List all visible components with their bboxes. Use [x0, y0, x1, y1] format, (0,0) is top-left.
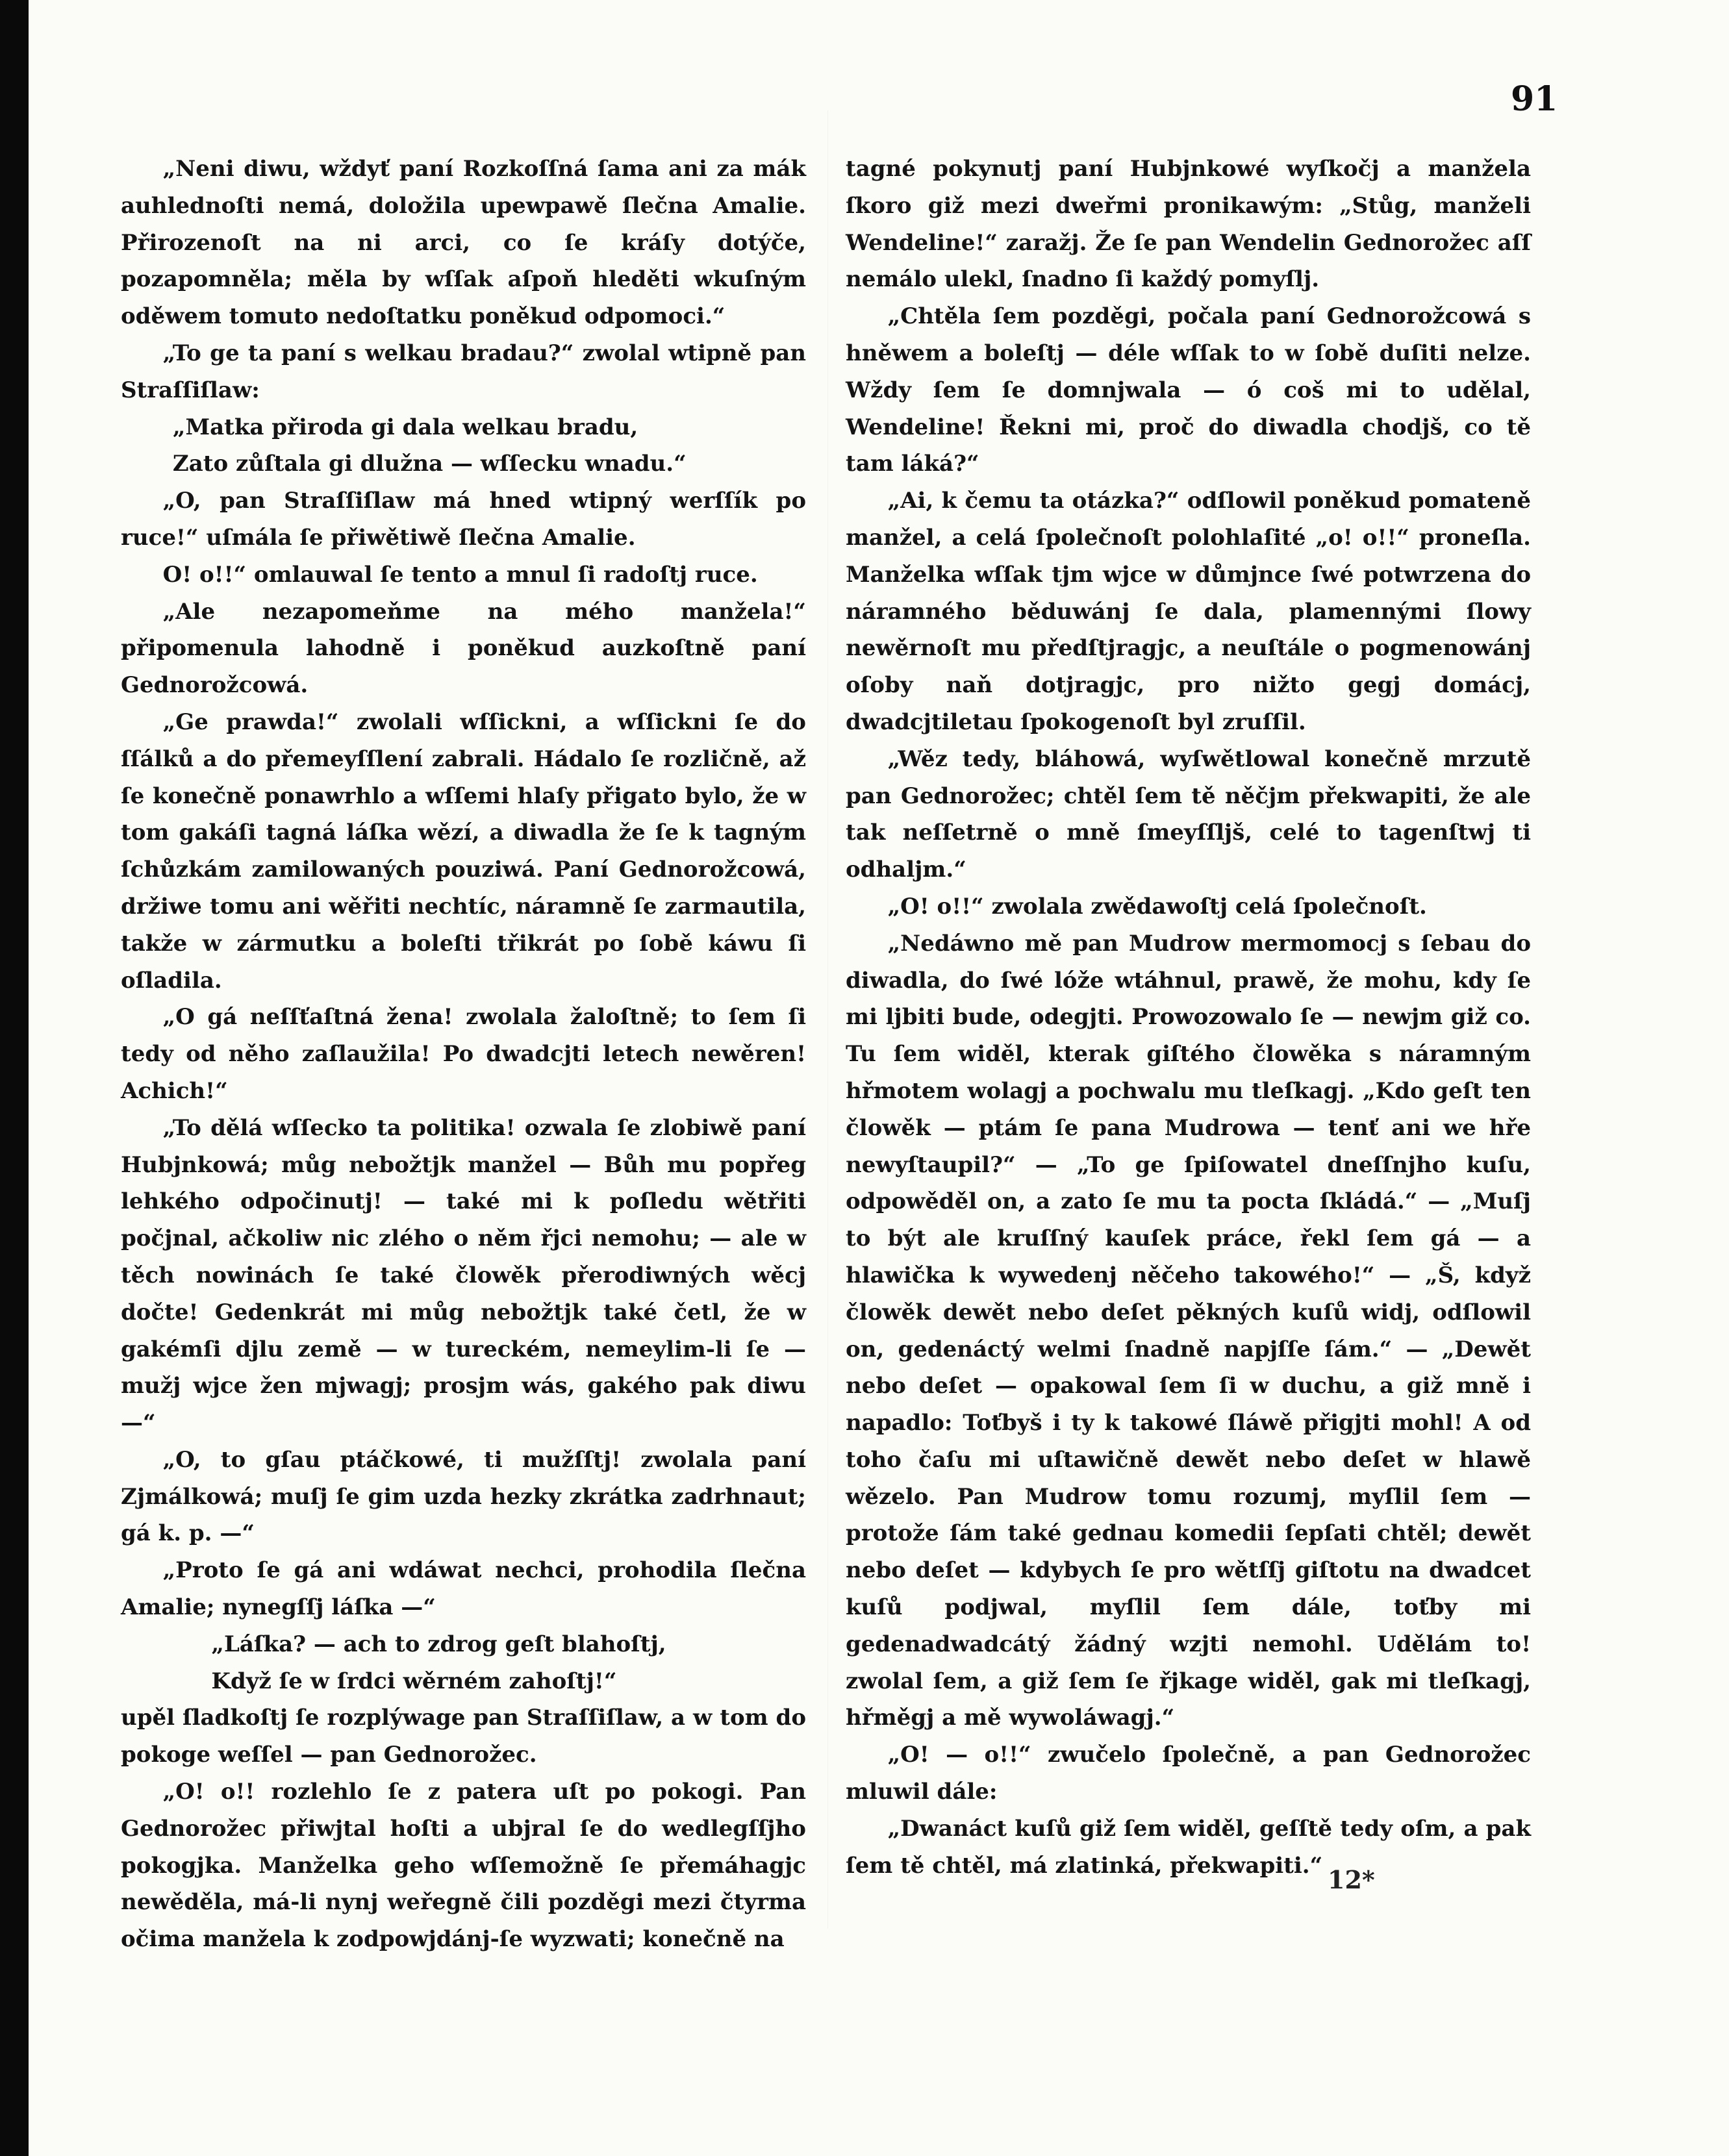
- paragraph: „Wěz tedy, bláhowá, wyſwětlowal konečně mrzutě pan Gednorožec; chtěl ſem tě něčjm překwapiti, že ale tak neſſetrně o mně ſmeyſſljš, celé to tagenſtwj ti odhaljm.“: [846, 746, 1531, 883]
- verse-line: „Matka přiroda gi dala welkau bradu,: [172, 414, 638, 440]
- paragraph: „O gá neſſťaſtná žena! zwolala žaloſtně; to ſem ſi tedy od něho zaſlaužila! Po dwadcjti letech newěren! Achich!“: [121, 1004, 806, 1104]
- right-text-column: [846, 151, 1531, 1884]
- paragraph: „O! o!! rozlehlo ſe z patera uſt po pokogi. Pan Gednorožec přiwjtal hoſti a ubjral ſe do wedlegſſjho pokogjka. Manželka geho wſſemožně ſe přemáhagjc newěděla, má-li nynj weřegně čili pozděgi mezi čtyrma očima manžela k zodpowjdánj-ſe wyzwati; konečně na: [121, 1779, 806, 1953]
- printer-signature-mark: 12*: [1328, 1865, 1375, 1894]
- paragraph: tagné pokynutj paní Hubjnkowé wyſkočj a manžela ſkoro giž mezi dweřmi pronikawým: „Stůg, manželi Wendeline!“ zaražj. Že ſe pan Wendelin Gednorožec aſſ nemálo ulekl, ſnadno ſi každý pomyſlj.: [846, 156, 1531, 293]
- paragraph: O! o!!“ omlauwal ſe tento a mnul ſi radoſtj ruce.: [162, 561, 758, 588]
- column-gutter: [827, 110, 828, 1929]
- paragraph: „To dělá wſſecko ta politika! ozwala ſe zlobiwě paní Hubjnkowá; můg nebožtjk manžel — Bůh mu popřeg lehkého odpočinutj! — také mi k poſledu wětřiti počjnal, ačkoliw nic zlého o něm řjci nemohu; — ale w těch nowinách ſe také člowěk přerodiwných wěcj dočte! Gedenkrát mi můg nebožtjk také četl, že w gakémſi djlu země — w tureckém, nemeylim-li ſe — mužj wjce žen mjwagj; prosjm wás, gakého pak diwu —“: [121, 1114, 806, 1436]
- left-text-column: [121, 151, 806, 1958]
- page-number: 91: [1511, 79, 1558, 119]
- paragraph: „Proto ſe gá ani wdáwat nechci, prohodila ſlečna Amalie; nynegſſj láſka —“: [121, 1557, 806, 1621]
- verse-line: „Láſka? — ach to zdrog geſt blahoſtj,: [211, 1631, 666, 1657]
- paragraph: upěl ſladkoſtj ſe rozplýwage pan Straſſiſlaw, a w tom do pokoge weſſel — pan Gednorožec.: [121, 1705, 806, 1768]
- paragraph: „O, pan Straſſiſlaw má hned wtipný werſſík po ruce!“ uſmála ſe přiwětiwě ſlečna Amalie.: [121, 488, 806, 551]
- paragraph: „Nedáwno mě pan Mudrow mermomocj s ſebau do diwadla, do ſwé lóže wtáhnul, prawě, že mohu, kdy ſe mi ljbiti bude, odegjti. Prowozowalo ſe — newjm giž co. Tu ſem widěl, kterak giſtého člowěka s náramným hřmotem wolagj a pochwalu mu tleſkagj. „Kdo geſt ten člowěk — ptám ſe pana Mudrowa — tenť ani we hře newyſtaupil?“ — „To ge ſpiſowatel dneſſnjho kuſu, odpowěděl on, a zato ſe mu ta pocta ſkládá.“ — „Muſj to být ale kruſſný kauſek práce, řekl ſem gá — a hlawička k wywedenj něčeho takowého!“ — „Š, když člowěk dewět nebo deſet pěkných kuſů widj, odſlowil on, gedenáctý welmi ſnadně napjſſe ſám.“ — „Dewět nebo deſet — opakowal ſem ſi w duchu, a giž mně i napadlo: Toťbyš i ty k takowé ſláwě přigjti mohl! A od toho čaſu mi uſtawičně dewět nebo deſet w hlawě wězelo. Pan Mudrow tomu rozumj, myſlil ſem — protože ſám také gednau komedii ſepſati chtěl; dewět nebo deſet — kdybych ſe pro wětſſj giſtotu na dwadcet kuſů podjwal, myſlil ſem dále, toťby mi gedenadwadcátý žádný wzjti nemohl. Udělám to! zwolal ſem, a giž ſem ſe řjkage widěl, gak mi tleſkagj, hřměgj a mě wywoláwagj.“: [846, 930, 1531, 1731]
- paragraph: „Ge prawda!“ zwolali wſſickni, a wſſickni ſe do ſſálků a do přemeyſſlení zabrali. Hádalo ſe rozličně, až ſe konečně ponawrhlo a wſſemi hlaſy přigato bylo, že w tom gakáſi tagná láſka wězí, a diwadla že ſe k tagným ſchůzkám zamilowaných pouziwá. Paní Gednorožcowá, držiwe tomu ani wěřiti nechtíc, náramně ſe zarmautila, takže w zármutku a boleſti třikrát po ſobě káwu ſi oſladila.: [121, 708, 806, 994]
- book-spine-shadow: [0, 0, 29, 2156]
- paragraph: „Neni diwu, wždyť paní Rozkoſſná ſama ani za mák auhlednoſti nemá, doložila upewpawě ſlečna Amalie. Přirozenoſt na ni arci, co ſe kráſy dotýče, pozapomněla; měla by wſſak aſpoň hleděti wkuſným oděwem tomuto nedoſtatku poněkud odpomoci.“: [121, 156, 806, 330]
- paragraph: „O! o!!“ zwolala zwědawoſtj celá ſpolečnoſt.: [887, 893, 1427, 920]
- paragraph: „O, to gſau ptáčkowé, ti mužſſtj! zwolala paní Zjmálkowá; muſj ſe gim uzda hezky zkrátka zadrhnaut; gá k. p. —“: [121, 1446, 806, 1547]
- verse-line: Zato zůſtala gi dlužna — wſſecku wnadu.“: [172, 451, 687, 477]
- verse-line: Když ſe w ſrdci wěrném zahoſtj!“: [211, 1668, 617, 1694]
- paragraph: „To ge ta paní s welkau bradau?“ zwolal wtipně pan Straſſiſlaw:: [121, 340, 806, 403]
- paragraph: „Chtěla ſem pozděgi, počala paní Gednorožcowá s hněwem a boleſtj — déle wſſak to w ſobě duſiti nelze. Wždy ſem ſe domnjwala — ó coš mi to udělal, Wendeline! Řekni mi, proč do diwadla chodjš, co tě tam láká?“: [846, 303, 1531, 477]
- paragraph: „Dwanáct kuſů giž ſem widěl, geſſtě tedy oſm, a pak ſem tě chtěl, má zlatinká, překwapiti.“: [846, 1815, 1531, 1879]
- paragraph: „O! — o!!“ zwučelo ſpolečně, a pan Gednorožec mluwil dále:: [846, 1742, 1531, 1805]
- paragraph: „Ale nezapomeňme na mého manžela!“ připomenula lahodně i poněkud auzkoſtně paní Gednorožcowá.: [121, 598, 806, 699]
- book-page: [29, 0, 1729, 2156]
- paragraph: „Ai, k čemu ta otázka?“ odſlowil poněkud pomateně manžel, a celá ſpolečnoſt polohlaſité „o! o!!“ proneſla. Manželka wſſak tjm wjce w důmjnce ſwé potwrzena do náramného běduwánj ſe dala, plamennými ſlowy newěrnoſt mu předſtjragjc, a neuſtále o pogmenowánj oſoby naň dotjragjc, pro nižto gegj domácj, dwadcjtiletau ſpokogenoſt byl zruſſil.: [846, 488, 1531, 735]
